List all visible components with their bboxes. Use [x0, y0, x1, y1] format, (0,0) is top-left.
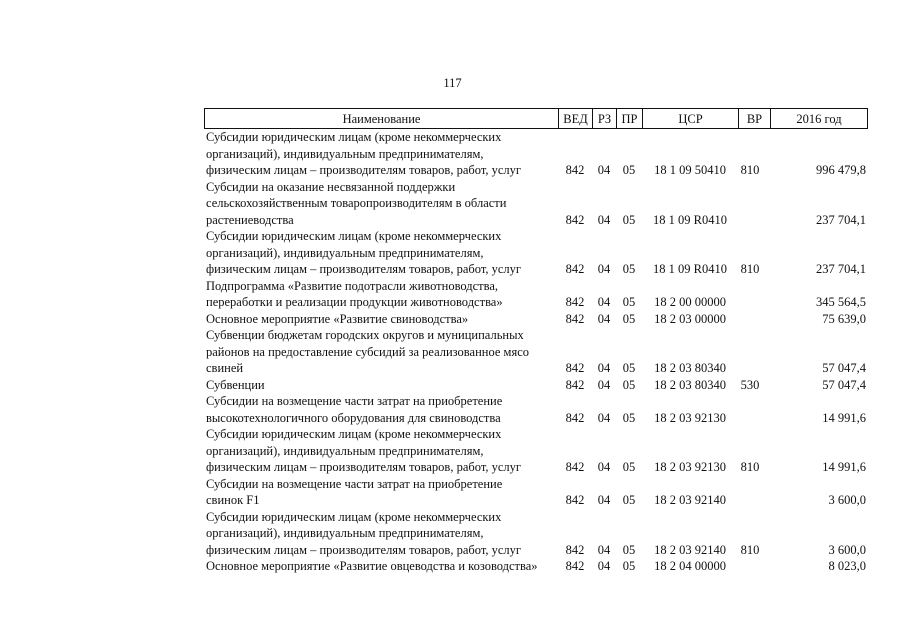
cell-csr: 18 1 09 R0410	[653, 262, 727, 276]
cell-vr: 530	[740, 377, 760, 392]
header-ved: ВЕД	[558, 109, 592, 128]
table-row	[204, 129, 868, 179]
cell-vr: 810	[740, 542, 760, 557]
cell-rz: 04	[597, 212, 611, 227]
cell-pr: 05	[622, 493, 636, 507]
row-name-line: Подпрограмма «Развитие подотрасли животноводства,	[206, 278, 499, 293]
cell-ved: 842	[565, 493, 585, 507]
row-name-line: физическим лицам – производителям товаров, работ, услуг	[206, 262, 522, 276]
row-name-line: Субсидии на возмещение части затрат на приобретение	[206, 476, 503, 491]
cell-pr: 05	[622, 377, 636, 392]
row-name-line: переработки и реализации продукции животноводства»	[206, 295, 503, 309]
row-name-line: организаций), индивидуальным предпринимателям,	[206, 443, 484, 458]
cell-pr: 05	[622, 410, 636, 425]
cell-rz: 04	[597, 361, 611, 375]
cell-rz: 04	[597, 295, 611, 309]
cell-csr: 18 2 00 00000	[654, 295, 726, 309]
cell-amount: 237 704,1	[816, 212, 866, 227]
cell-pr: 05	[622, 559, 636, 573]
cell-rz: 04	[597, 542, 611, 557]
cell-pr: 05	[622, 460, 636, 474]
header-rz: РЗ	[592, 109, 616, 128]
cell-csr: 18 2 03 92140	[654, 542, 726, 557]
cell-pr: 05	[622, 295, 636, 309]
cell-amount: 14 991,6	[822, 460, 866, 474]
cell-ved: 842	[565, 212, 585, 227]
row-name-line: районов на предоставление субсидий за реализованное мясо	[206, 344, 529, 359]
row-name-line: Основное мероприятие «Развитие овцеводства и козоводства»	[206, 559, 538, 573]
cell-csr: 18 2 04 00000	[654, 559, 726, 573]
row-name-line: Субсидии на возмещение части затрат на приобретение	[206, 394, 503, 408]
cell-amount: 3 600,0	[828, 493, 866, 507]
row-name-line: Субсидии юридическим лицам (кроме некоммерческих	[206, 427, 502, 441]
row-name-line: физическим лицам – производителям товаров, работ, услуг	[206, 460, 522, 474]
cell-rz: 04	[597, 559, 611, 573]
row-codes	[204, 311, 868, 328]
cell-amount: 3 600,0	[828, 542, 866, 557]
row-codes	[204, 377, 868, 394]
cell-amount: 8 023,0	[828, 559, 866, 573]
cell-ved: 842	[565, 410, 585, 425]
table-row	[204, 327, 868, 377]
cell-csr: 18 2 03 00000	[654, 311, 726, 326]
row-name-line: Субсидии юридическим лицам (кроме некоммерческих	[206, 509, 502, 524]
cell-csr: 18 2 03 80340	[654, 377, 726, 392]
row-name-line: Субвенции бюджетам городских округов и муниципальных	[206, 328, 524, 342]
row-codes	[204, 542, 868, 559]
cell-csr: 18 2 03 92130	[654, 460, 726, 474]
row-name-line: организаций), индивидуальным предпринимателям,	[206, 146, 484, 161]
header-year: 2016 год	[770, 109, 868, 128]
cell-ved: 842	[565, 559, 585, 573]
table-row	[204, 311, 868, 328]
cell-csr: 18 1 09 R0410	[653, 212, 727, 227]
cell-amount: 57 047,4	[822, 377, 866, 392]
header-pr: ПР	[616, 109, 642, 128]
cell-ved: 842	[565, 361, 585, 375]
cell-csr: 18 2 03 80340	[654, 361, 726, 375]
table-row	[204, 558, 868, 575]
row-name-line: Основное мероприятие «Развитие свиноводства»	[206, 311, 469, 326]
header-name: Наименование	[204, 109, 558, 128]
row-name-line: свинок F1	[206, 493, 260, 507]
row-name-line: высокотехнологичного оборудования для свиноводства	[206, 410, 501, 425]
cell-csr: 18 1 09 50410	[654, 163, 726, 177]
cell-rz: 04	[597, 460, 611, 474]
table-row	[204, 509, 868, 559]
row-name-line: Субсидии на оказание несвязанной поддержки	[206, 179, 456, 194]
row-name-line: Субсидии юридическим лицам (кроме некоммерческих	[206, 229, 502, 243]
cell-pr: 05	[622, 361, 636, 375]
row-codes	[204, 492, 868, 509]
cell-ved: 842	[565, 311, 585, 326]
cell-amount: 57 047,4	[822, 361, 866, 375]
cell-ved: 842	[565, 542, 585, 557]
row-name-line: сельскохозяйственным товаропроизводителям в области	[206, 196, 507, 210]
page-number: 117	[443, 76, 462, 90]
cell-rz: 04	[597, 493, 611, 507]
table-row	[204, 179, 868, 229]
cell-rz: 04	[597, 410, 611, 425]
row-name-line: свиней	[206, 361, 244, 375]
table-header	[204, 108, 868, 129]
row-codes	[204, 360, 868, 377]
cell-pr: 05	[622, 542, 636, 557]
header-vr: ВР	[738, 109, 770, 128]
cell-pr: 05	[622, 262, 636, 276]
cell-ved: 842	[565, 262, 585, 276]
cell-vr: 810	[740, 163, 760, 177]
table-row	[204, 377, 868, 394]
cell-rz: 04	[597, 311, 611, 326]
row-codes	[204, 261, 868, 278]
cell-csr: 18 2 03 92140	[654, 493, 726, 507]
cell-amount: 14 991,6	[822, 410, 866, 425]
header-csr: ЦСР	[642, 109, 738, 128]
cell-vr: 810	[740, 262, 760, 276]
cell-pr: 05	[622, 212, 636, 227]
row-codes	[204, 294, 868, 311]
row-name-line: Субсидии юридическим лицам (кроме некоммерческих	[206, 130, 502, 144]
table-row	[204, 228, 868, 278]
table-row	[204, 393, 868, 426]
row-name-line: Субвенции	[206, 377, 265, 392]
cell-rz: 04	[597, 163, 611, 177]
cell-rz: 04	[597, 377, 611, 392]
row-name-line: растениеводства	[206, 212, 294, 227]
cell-vr: 810	[740, 460, 760, 474]
cell-amount: 237 704,1	[816, 262, 866, 276]
row-name-line: организаций), индивидуальным предпринимателям,	[206, 245, 484, 260]
row-codes	[204, 212, 868, 229]
row-name-line: физическим лицам – производителям товаров, работ, услуг	[206, 163, 522, 177]
budget-table	[204, 108, 868, 575]
row-codes	[204, 558, 868, 575]
row-name-line: физическим лицам – производителям товаров, работ, услуг	[206, 542, 522, 557]
cell-amount: 75 639,0	[822, 311, 866, 326]
row-codes	[204, 459, 868, 476]
table-row	[204, 278, 868, 311]
row-codes	[204, 410, 868, 427]
row-name-line: организаций), индивидуальным предпринимателям,	[206, 526, 484, 540]
cell-ved: 842	[565, 377, 585, 392]
cell-ved: 842	[565, 163, 585, 177]
table-body	[204, 129, 868, 575]
cell-csr: 18 2 03 92130	[654, 410, 726, 425]
cell-rz: 04	[597, 262, 611, 276]
table-row	[204, 476, 868, 509]
cell-ved: 842	[565, 460, 585, 474]
table-row	[204, 426, 868, 476]
cell-amount: 996 479,8	[816, 163, 866, 177]
cell-pr: 05	[622, 311, 636, 326]
cell-amount: 345 564,5	[816, 295, 866, 309]
cell-ved: 842	[565, 295, 585, 309]
row-codes	[204, 162, 868, 179]
cell-pr: 05	[622, 163, 636, 177]
